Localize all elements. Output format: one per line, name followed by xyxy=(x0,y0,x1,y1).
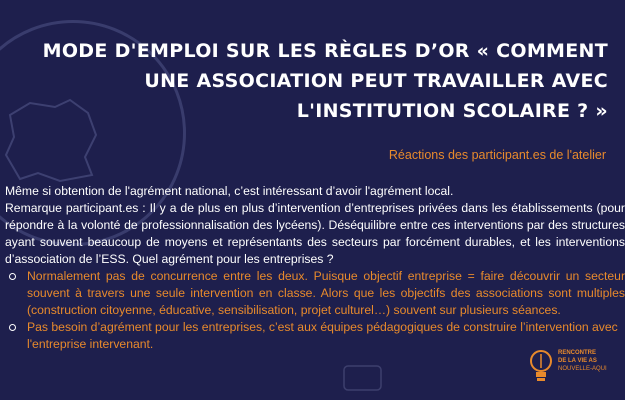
bullet-list xyxy=(5,268,625,353)
title-line: MODE D'EMPLOI SUR LES RÈGLES D’OR « COMMENT xyxy=(42,40,608,62)
slide-body xyxy=(5,183,625,353)
logo-text: RENCONTRE xyxy=(558,350,597,356)
slide-subtitle: Réactions des participant.es de l'atelier xyxy=(388,148,606,162)
title-line: UNE ASSOCIATION PEUT TRAVAILLER AVEC xyxy=(144,70,608,92)
slide-title xyxy=(0,36,608,126)
logo-text: DE LA VIE AS xyxy=(558,358,597,364)
intro-paragraph: Même si obtention de l'agrément national, c’est intéressant d’avoir l'agrément local. xyxy=(5,184,454,198)
logo-text: NOUVELLE-AQUI xyxy=(558,366,607,372)
title-line: L'INSTITUTION SCOLAIRE ? » xyxy=(296,100,608,122)
remark-paragraph: Remarque participant.es : Il y a de plus en plus d’intervention d’entreprises privées dans les établissements (pour répondre à la volonté de professionnalisation des lycéens). Déséquilibre entre ces interventions par des structures ayant souvent beaucoup de moyens et représentants des secteurs par forcément durables, et les interventions d’association de l’ESS. Quel agrément pour les entreprises ? xyxy=(5,201,625,266)
list-item: Normalement pas de concurrence entre les deux. Puisque objectif entreprise = faire découvrir un secteur souvent à travers une seule intervention en classe. Alors que les objectifs des associations sont multiples (construction citoyenne, éducative, sensibilisation, projet culturel…) souvent sur plusieurs séances. xyxy=(27,269,625,317)
lightbulb-logo-icon xyxy=(528,348,554,384)
list-item: Pas besoin d’agrément pour les entreprises, c’est aux équipes pédagogiques de construire l’intervention avec l'entreprise intervenant. xyxy=(27,319,625,353)
faint-logo-icon xyxy=(340,360,385,396)
event-logo xyxy=(528,346,608,400)
